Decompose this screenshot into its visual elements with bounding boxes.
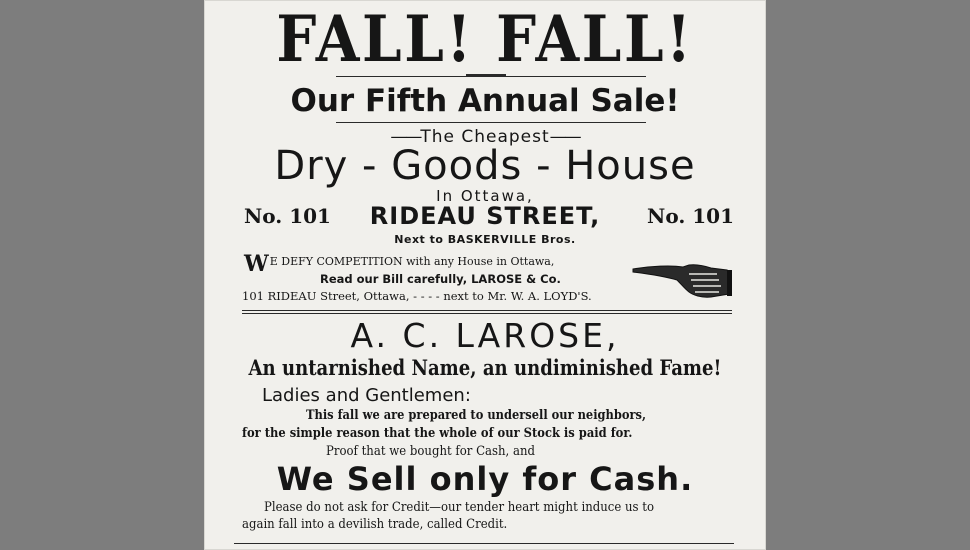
street-name: RIDEAU STREET,	[369, 202, 601, 230]
number-right: No. 101	[647, 204, 734, 228]
number-left: No. 101	[244, 204, 331, 228]
city-line: In Ottawa,	[436, 187, 534, 205]
credit-line-1: Please do not ask for Credit—our tender heart might induce us to	[264, 500, 655, 515]
address-line: 101 RIDEAU Street, Ottawa, - - - - next to Mr. W. A. LOYD'S.	[242, 289, 592, 303]
read-bill-line: Read our Bill carefully, LAROSE & Co.	[320, 272, 561, 286]
bottom-rule	[234, 543, 734, 544]
newspaper-clipping	[204, 0, 766, 550]
motto: An untarnished Name, an undiminished Fame!	[248, 355, 722, 380]
paragraph-line-2: for the simple reason that the whole of our Stock is paid for.	[242, 426, 633, 441]
defy-line	[244, 251, 555, 277]
next-to-line: Next to BASKERVILLE Bros.	[394, 233, 576, 246]
cheapest-text: The Cheapest	[420, 127, 550, 147]
subheadline: Our Fifth Annual Sale!	[290, 83, 680, 119]
pointing-hand-icon	[631, 262, 733, 300]
credit-line-2: again fall into a devilish trade, called Credit.	[242, 517, 508, 532]
headline: FALL! FALL!	[276, 2, 694, 77]
paragraph-line-1: This fall we are prepared to undersell our neighbors,	[306, 408, 646, 423]
store-type: Dry - Goods - House	[274, 143, 696, 189]
defy-text: E DEFY COMPETITION with any House in Ottawa,	[269, 255, 555, 268]
proprietor-name: A. C. LAROSE,	[350, 316, 620, 355]
divider-ornament	[466, 74, 506, 77]
divider-rule	[336, 122, 646, 123]
drop-initial: W	[244, 251, 269, 277]
cash-slogan: We Sell only for Cash.	[276, 460, 694, 498]
greeting: Ladies and Gentlemen:	[262, 385, 471, 406]
proof-line: Proof that we bought for Cash, and	[326, 444, 536, 459]
section-divider	[242, 310, 732, 314]
